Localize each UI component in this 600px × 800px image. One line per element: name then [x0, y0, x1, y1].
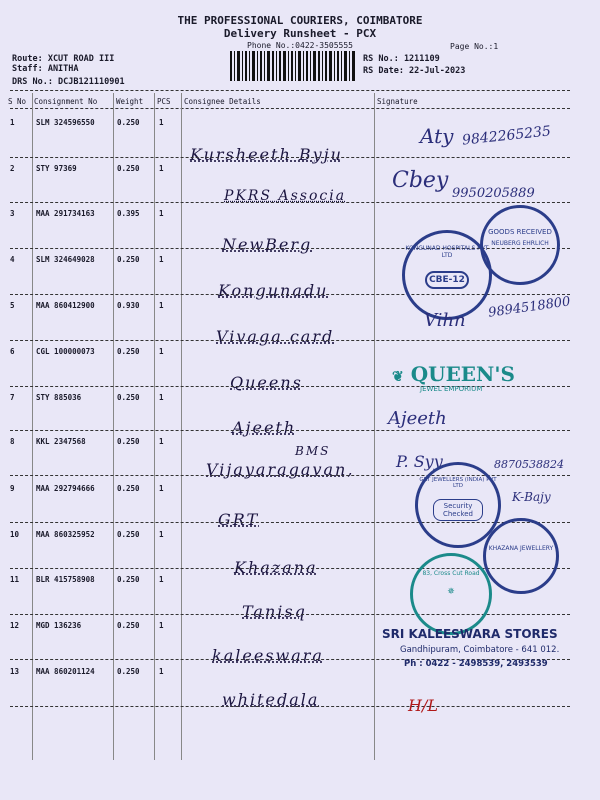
- khazana-stamp: KHAZANA JEWELLERY: [483, 518, 559, 594]
- consignee-name: PKRS Associa: [224, 188, 347, 204]
- consignee-name: kaleeswara: [212, 646, 324, 665]
- weight: 0.250: [117, 347, 140, 356]
- consignment-no: SLM 324649028: [36, 255, 95, 264]
- col-weight: Weight: [116, 97, 144, 106]
- pcs: 1: [159, 621, 164, 630]
- sno: 6: [10, 347, 15, 356]
- sno: 1: [10, 118, 15, 127]
- consignee-name: Ajeeth: [232, 418, 297, 437]
- phone-number: Phone No.:0422-3505555: [247, 41, 353, 50]
- consignment-no: MAA 860201124: [36, 667, 95, 676]
- weight: 0.395: [117, 209, 140, 218]
- weight: 0.250: [117, 575, 140, 584]
- sno: 9: [10, 484, 15, 493]
- consignment-no: MAA 860325952: [36, 530, 95, 539]
- rs-date: RS Date: 22-Jul-2023: [363, 66, 466, 76]
- sno: 2: [10, 164, 15, 173]
- pcs: 1: [159, 484, 164, 493]
- col-consignee: Consignee Details: [184, 97, 261, 106]
- consignee-name: Kursheeth Byju: [190, 145, 343, 164]
- barcode: [230, 51, 355, 81]
- weight: 0.250: [117, 484, 140, 493]
- consignment-no: SLM 324596550: [36, 118, 95, 127]
- weight: 0.250: [117, 530, 140, 539]
- consignee-name: Vivaga card: [216, 327, 335, 346]
- consignee-name: Khazana: [234, 558, 318, 577]
- sno: 5: [10, 301, 15, 310]
- consignee-name: GRT: [218, 510, 260, 529]
- sno: 13: [10, 667, 20, 676]
- weight: 0.250: [117, 255, 140, 264]
- signature-scribble-3: Vihn: [424, 310, 466, 331]
- pcs: 1: [159, 164, 164, 173]
- sno: 4: [10, 255, 15, 264]
- consignment-no: MAA 292794666: [36, 484, 95, 493]
- consignee-name: Tanisq: [242, 602, 307, 621]
- consignment-no: CGL 100000073: [36, 347, 95, 356]
- sno: 11: [10, 575, 20, 584]
- pcs: 1: [159, 575, 164, 584]
- pcs: 1: [159, 530, 164, 539]
- pcs: 1: [159, 255, 164, 264]
- grt-jewellers-stamp: GRT JEWELLERS (INDIA) PVT LTD Security Checked: [415, 462, 501, 548]
- queens-logo: ❦ QUEEN'S: [392, 362, 515, 386]
- route: Route: XCUT ROAD III: [12, 54, 115, 64]
- sno: 8: [10, 437, 15, 446]
- col-sno: S No: [8, 97, 27, 106]
- sno: 3: [10, 209, 15, 218]
- newberg-stamp: GOODS RECEIVED NEUBERG EHRLICH: [480, 205, 560, 285]
- divider-top: [10, 90, 570, 91]
- col-signature: Signature: [377, 97, 418, 106]
- signature-scribble-4: Ajeeth: [388, 408, 447, 429]
- cross-cut-road-stamp: 83, Cross Cut Road ✵: [410, 553, 492, 635]
- phone-note-3: 9894518800: [487, 294, 572, 321]
- staff: Staff: ANITHA: [12, 64, 79, 74]
- pcs: 1: [159, 393, 164, 402]
- weight: 0.250: [117, 118, 140, 127]
- hl-note: H/L: [408, 696, 438, 715]
- pcs: 1: [159, 347, 164, 356]
- weight: 0.250: [117, 667, 140, 676]
- drs-number: DRS No.: DCJB121110901: [12, 77, 125, 87]
- weight: 0.250: [117, 437, 140, 446]
- pcs: 1: [159, 667, 164, 676]
- divider-header: [10, 108, 570, 109]
- sno: 7: [10, 393, 15, 402]
- rs-number: RS No.: 1211109: [363, 54, 440, 64]
- phone-note-1: 9842265235: [461, 123, 552, 149]
- company-name: THE PROFESSIONAL COURIERS, COIMBATORE: [177, 14, 423, 27]
- weight: 0.250: [117, 393, 140, 402]
- signature-scribble-5: P. Syy: [396, 452, 443, 471]
- kaleeswara-phone: Ph : 0422 - 2498539, 2493539: [404, 659, 548, 669]
- peacock-icon: ❦: [392, 369, 404, 385]
- page-number: Page No.:1: [450, 42, 499, 51]
- consignment-no: MGD 136236: [36, 621, 82, 630]
- pcs: 1: [159, 209, 164, 218]
- kaleeswara-address: Gandhipuram, Coimbatore - 641 012.: [400, 645, 560, 655]
- weight: 0.250: [117, 621, 140, 630]
- consignee-name: Vijayaragavan,: [206, 460, 355, 479]
- sno: 12: [10, 621, 20, 630]
- pcs: 1: [159, 118, 164, 127]
- consignment-no: KKL 2347568: [36, 437, 86, 446]
- phone-note-2: 9950205889: [452, 186, 535, 201]
- phone-note-4: 8870538824: [494, 458, 564, 471]
- consignment-no: STY 885036: [36, 393, 82, 402]
- consignee-name: Queens: [230, 373, 303, 392]
- consignee-name: Kongunadu: [218, 281, 329, 300]
- signature-scribble-2: Cbey: [392, 168, 449, 193]
- tanishq-logo-icon: ✵: [447, 587, 455, 597]
- kongunad-hospital-stamp: KONGUNAD HOSPITALS PVT LTD CBE-12: [402, 230, 492, 320]
- consignment-no: MAA 291734163: [36, 209, 95, 218]
- consignment-no: STY 97369: [36, 164, 77, 173]
- consignment-no: BLR 415758908: [36, 575, 95, 584]
- consignee-name: NewBerg: [222, 235, 313, 254]
- signature-scribble-6: K-Bajy: [512, 490, 551, 504]
- runsheet-title: Delivery Runsheet - PCX: [223, 27, 377, 40]
- signature-scribble-1: Aty: [420, 124, 454, 148]
- bms-note: BMS: [295, 444, 331, 458]
- pcs: 1: [159, 301, 164, 310]
- weight: 0.250: [117, 164, 140, 173]
- queens-subtitle: JEWEL EMPORIUM: [420, 385, 483, 393]
- col-pcs: PCS: [157, 97, 171, 106]
- kaleeswara-stamp-name: SRI KALEESWARA STORES: [382, 627, 558, 641]
- pcs: 1: [159, 437, 164, 446]
- sno: 10: [10, 530, 20, 539]
- consignment-no: MAA 860412900: [36, 301, 95, 310]
- consignee-name: whitedala: [222, 690, 320, 709]
- weight: 0.930: [117, 301, 140, 310]
- col-consignment: Consignment No: [34, 97, 98, 106]
